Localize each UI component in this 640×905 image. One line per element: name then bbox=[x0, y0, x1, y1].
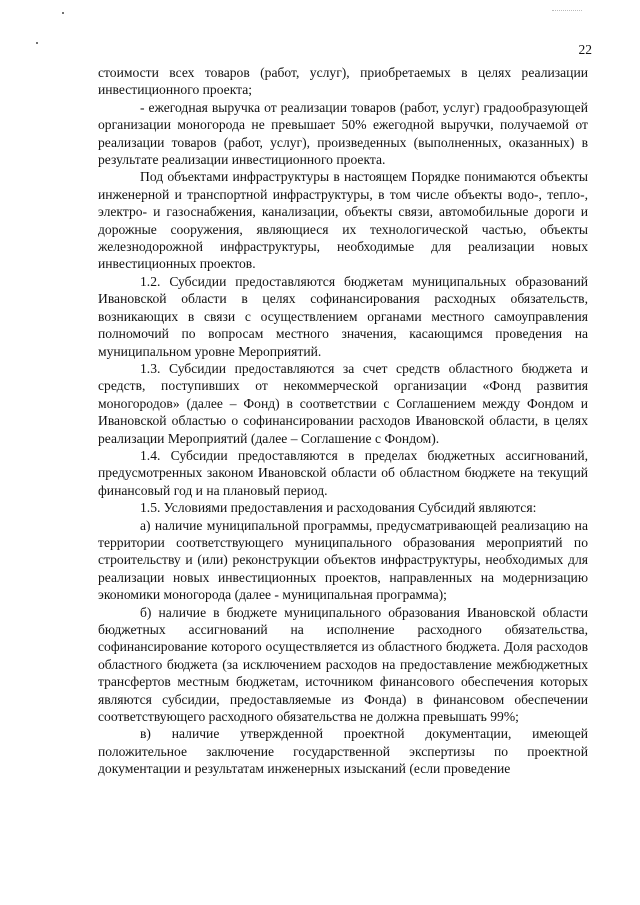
paragraph-1-4: 1.4. Субсидии предоставляются в пределах бюджетных ассигнований, предусмотренных законом Ивановской области об областном бюджете на текущий финансовый год и на плановый период. bbox=[98, 447, 588, 498]
scan-dot-top bbox=[62, 12, 64, 14]
paragraph-1-2: 1.2. Субсидии предоставляются бюджетам муниципальных образований Ивановской области в целях софинансирования расходных обязательств, возникающих в связи с осуществлением органами местного самоуправления полномочий по вопросам местного значения, касающимся проведения на муниципальном уровне Мероприятий. bbox=[98, 273, 588, 359]
scan-dot-left bbox=[36, 42, 38, 44]
paragraph-1-5: 1.5. Условиями предоставления и расходования Субсидий являются: bbox=[140, 500, 537, 516]
paragraph-1-3: 1.3. Субсидии предоставляются за счет средств областного бюджета и средств, поступивших от некоммерческой организации «Фонд развития моногородов» (далее – Фонд) в соответствии с Соглашением между Фондом и Ивановской областью о софинансировании расходов Ивановской области, в целях реализации Мероприятий (далее – Соглашение с Фондом). bbox=[98, 360, 588, 446]
scan-mark bbox=[552, 10, 582, 13]
page-number: 22 bbox=[578, 42, 592, 57]
paragraph-condition-v: в) наличие утвержденной проектной документации, имеющей положительное заключение государственной экспертизы по проектной документации и результатам инженерных изысканий (если проведение bbox=[98, 726, 588, 777]
paragraph-cost-continuation: стоимости всех товаров (работ, услуг), приобретаемых в целях реализации инвестиционного проекта; bbox=[98, 65, 588, 98]
paragraph-condition-b: б) наличие в бюджете муниципального образования Ивановской области бюджетных ассигнований на исполнение расходного обязательства, софинансирование которого осуществляется из областного бюджета. Доля расходов областного бюджета (за исключением расходов на предоставление межбюджетных трансфертов местным бюджетам, источником финансового обеспечения которых являются субсидии, предоставляемые из Фонда) в финансовом обеспечении соответствующего расходного обязательства не должна превышать 99%; bbox=[98, 604, 588, 725]
paragraph-revenue-condition: - ежегодная выручка от реализации товаров (работ, услуг) градообразующей организации моногорода не превышает 50% ежегодной выручки, получаемой от реализации товаров (работ, услуг), произведенных (выполненных, оказанных) в результате реализации инвестиционного проекта. bbox=[98, 99, 588, 168]
paragraph-infrastructure-definition: Под объектами инфраструктуры в настоящем Порядке понимаются объекты инженерной и транспортной инфраструктуры, в том числе объекты водо-, тепло-, электро- и газоснабжения, канализации, объекты связи, автомобильные дороги и дорожные сооружения, являющиеся их технологической частью, объекты железнодорожной инфраструктуры, необходимые для реализации новых инвестиционных проектов. bbox=[98, 169, 588, 272]
document-body bbox=[98, 64, 588, 778]
paragraph-condition-a: а) наличие муниципальной программы, предусматривающей реализацию на территории соответствующего муниципального образования мероприятий по строительству и (или) реконструкции объектов инфраструктуры, необходимых для реализации новых инвестиционных проектов, направленных на модернизацию экономики моногорода (далее - муниципальная программа); bbox=[98, 517, 588, 603]
